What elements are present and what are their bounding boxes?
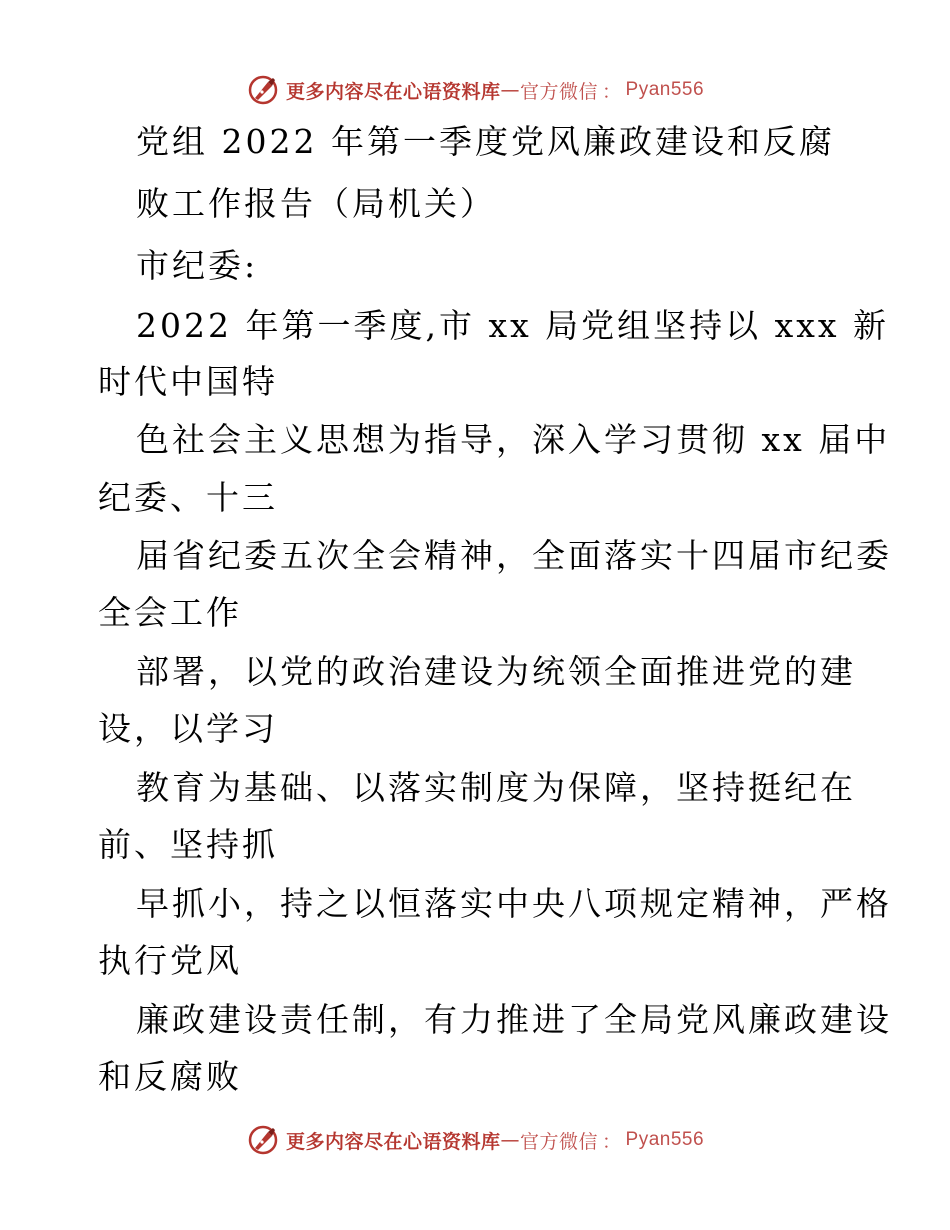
pen-nib-logo-icon [246, 1123, 280, 1157]
body-line: 时代中国特 [98, 362, 278, 401]
body-line: 廉政建设责任制，有力推进了全局党风廉政建设 [136, 1000, 892, 1039]
body-line: 2022 年第一季度,市 xx 局党组坚持以 xxx 新 [136, 306, 889, 345]
body-line: 早抓小，持之以恒落实中央八项规定精神，严格 [136, 884, 892, 923]
body-line: 全会工作 [98, 593, 242, 632]
watermark-wechat-id: Pyan556 [625, 79, 705, 100]
watermark-dash: — [500, 1129, 520, 1151]
watermark-wechat-label: 官方微信 [519, 1130, 598, 1153]
body-line: 部署，以党的政治建设为统领全面推进党的建 [136, 652, 856, 691]
watermark-main-text: 更多内容尽在心语资料库 [285, 80, 501, 103]
pen-nib-logo-icon [246, 73, 280, 107]
watermark-dash: — [500, 79, 520, 101]
body-line: 设，以学习 [98, 709, 278, 748]
body-line: 色社会主义思想为指导，深入学习贯彻 xx 届中 [136, 420, 891, 459]
title-line-1: 党组 2022 年第一季度党风廉政建设和反腐 [136, 122, 835, 161]
watermark-main-text: 更多内容尽在心语资料库 [285, 1130, 501, 1153]
body-line: 届省纪委五次全会精神，全面落实十四届市纪委 [136, 536, 892, 575]
salutation: 市纪委: [136, 246, 259, 285]
body-line: 教育为基础、以落实制度为保障，坚持挺纪在 [136, 768, 856, 807]
body-line: 执行党风 [98, 941, 242, 980]
watermark-banner-bottom [0, 1120, 950, 1160]
body-line: 前、坚持抓 [98, 825, 278, 864]
watermark-separator: ： [602, 80, 622, 103]
watermark-banner-top [0, 70, 950, 110]
body-line: 和反腐败 [98, 1057, 242, 1096]
watermark-wechat-id: Pyan556 [625, 1129, 705, 1150]
title-line-2: 败工作报告（局机关） [136, 184, 496, 223]
body-line: 纪委、十三 [98, 478, 278, 517]
watermark-separator: ： [602, 1130, 622, 1153]
watermark-wechat-label: 官方微信 [519, 80, 598, 103]
